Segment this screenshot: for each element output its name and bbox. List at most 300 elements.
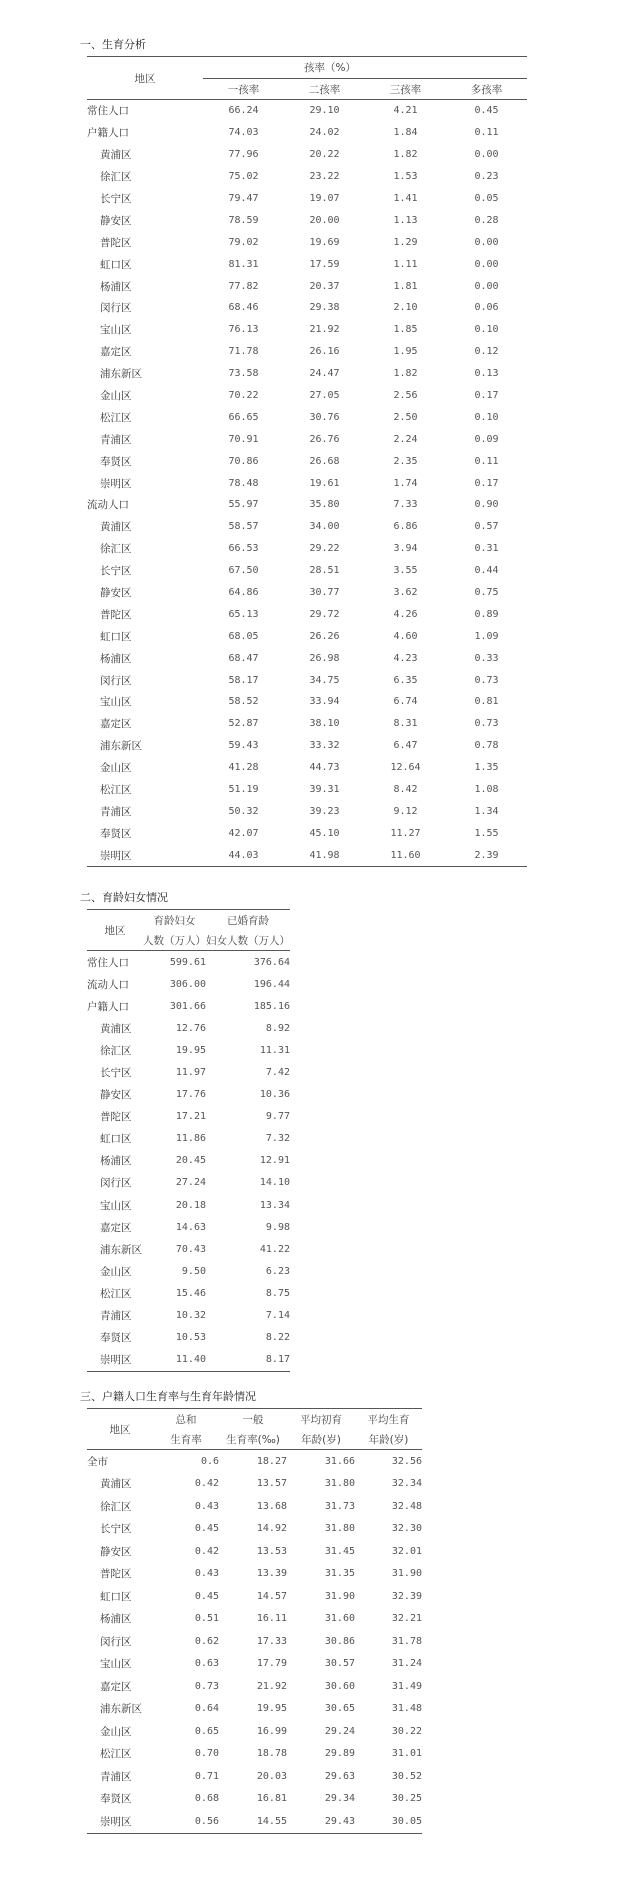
row-value: 31.48 (391, 1703, 422, 1715)
row-value: 14.92 (256, 1523, 287, 1535)
header-col-line1: 一般 (242, 1413, 264, 1426)
row-value: 34.75 (309, 674, 340, 686)
row-value: 0.06 (474, 302, 499, 314)
row-region-name: 宝山区 (100, 1658, 132, 1671)
row-value: 2.39 (474, 849, 499, 861)
row-value: 17.79 (256, 1658, 287, 1670)
row-region-name: 户籍人口 (87, 1000, 129, 1013)
row-value: 9.50 (181, 1265, 206, 1277)
row-value: 9.77 (265, 1111, 290, 1123)
table-row (87, 1788, 422, 1811)
header-col: 多孩率 (470, 83, 503, 96)
row-value: 19.07 (309, 193, 340, 204)
row-value: 35.80 (309, 499, 340, 511)
row-value: 30.05 (391, 1815, 422, 1827)
row-region-name: 流动人口 (87, 499, 129, 512)
table-row (87, 1743, 422, 1766)
header-col-line2: 人数（万人） (143, 934, 206, 947)
row-value: 0.00 (474, 280, 499, 292)
table-row (87, 516, 527, 538)
row-value: 3.55 (393, 565, 418, 577)
table-row (87, 209, 527, 231)
row-value: 31.60 (324, 1613, 355, 1625)
row-value: 1.82 (393, 149, 418, 161)
row-value: 58.57 (228, 521, 259, 533)
row-value: 41.98 (309, 849, 340, 861)
row-value: 0.73 (474, 674, 499, 686)
table-row (87, 1238, 290, 1260)
row-value: 12.76 (175, 1022, 206, 1034)
row-value: 30.60 (324, 1680, 355, 1692)
row-region-name: 宝山区 (100, 324, 132, 337)
table-row (87, 1608, 422, 1631)
row-region-name: 崇明区 (100, 1354, 132, 1367)
row-value: 0.17 (474, 390, 499, 402)
row-region-name: 金山区 (100, 762, 132, 775)
row-value: 0.78 (474, 740, 499, 752)
row-region-name: 嘉定区 (100, 346, 132, 359)
row-value: 3.94 (393, 543, 418, 555)
row-value: 13.68 (256, 1500, 287, 1512)
row-region-name: 宝山区 (100, 1199, 132, 1212)
row-region-name: 崇明区 (100, 1815, 132, 1828)
row-value: 30.86 (324, 1635, 355, 1647)
row-value: 39.31 (309, 784, 340, 796)
table-row (87, 1810, 422, 1833)
header-col-line1: 育龄妇女 (153, 914, 196, 927)
row-region-name: 静安区 (100, 214, 132, 227)
row-region-name: 闵行区 (100, 674, 132, 687)
table-row (87, 428, 527, 450)
row-value: 0.44 (474, 565, 499, 577)
row-value: 44.73 (309, 762, 340, 774)
row-value: 1.41 (393, 193, 418, 204)
table-row (87, 1450, 422, 1473)
row-value: 15.46 (175, 1287, 206, 1299)
row-value: 18.27 (256, 1455, 287, 1467)
row-region-name: 浦东新区 (100, 740, 142, 753)
row-value: 11.60 (390, 849, 421, 861)
row-value: 32.48 (391, 1500, 422, 1512)
table-row (87, 1061, 290, 1083)
row-value: 0.28 (474, 214, 499, 226)
row-value: 20.00 (309, 214, 340, 226)
row-value: 13.34 (259, 1199, 290, 1211)
row-value: 0.63 (194, 1658, 219, 1670)
row-value: 0.65 (194, 1725, 219, 1737)
row-value: 0.56 (194, 1815, 219, 1827)
row-value: 0.42 (194, 1478, 219, 1490)
row-region-name: 常住人口 (87, 956, 129, 969)
row-value: 0.64 (194, 1703, 219, 1715)
table-row (87, 1172, 290, 1194)
table-row (87, 122, 527, 144)
row-value: 30.52 (391, 1770, 422, 1782)
table-row (87, 1473, 422, 1496)
row-region-name: 松江区 (100, 1287, 132, 1300)
row-value: 6.86 (393, 521, 418, 533)
row-value: 73.58 (228, 368, 259, 380)
row-value: 1.84 (393, 127, 418, 139)
row-value: 4.23 (393, 652, 418, 664)
row-region-name: 松江区 (100, 411, 132, 424)
row-value: 26.98 (309, 652, 340, 664)
row-value: 10.53 (175, 1332, 206, 1344)
row-value: 33.32 (309, 740, 340, 752)
table-row (87, 363, 527, 385)
row-value: 1.35 (474, 762, 499, 774)
row-value: 27.05 (309, 390, 340, 402)
row-value: 0.43 (194, 1568, 219, 1580)
row-value: 67.50 (228, 565, 259, 577)
table-row (87, 1327, 290, 1349)
table-row (87, 560, 527, 582)
row-value: 45.10 (309, 827, 340, 839)
row-value: 70.43 (175, 1243, 206, 1255)
row-value: 185.16 (253, 1000, 290, 1012)
row-value: 30.77 (309, 587, 340, 599)
row-region-name: 静安区 (100, 587, 132, 600)
women-childbearing-age-table (87, 909, 290, 1372)
row-region-name: 长宁区 (100, 1523, 132, 1536)
row-value: 0.33 (474, 652, 499, 664)
row-value: 376.64 (253, 956, 290, 968)
table-row (87, 757, 527, 779)
section-title: 一、生育分析 (80, 38, 146, 51)
row-value: 0.09 (474, 433, 499, 445)
row-region-name: 松江区 (100, 1748, 132, 1761)
row-region-name: 虹口区 (100, 1133, 132, 1146)
row-region-name: 青浦区 (100, 1310, 132, 1323)
row-value: 31.80 (324, 1478, 355, 1490)
row-value: 64.86 (228, 587, 259, 599)
row-value: 66.65 (228, 411, 259, 423)
row-value: 59.43 (228, 740, 259, 752)
table-row (87, 1128, 290, 1150)
row-region-name: 黄浦区 (100, 521, 132, 534)
row-region-name: 青浦区 (100, 433, 132, 446)
table-row (87, 669, 527, 691)
row-value: 4.21 (393, 105, 418, 117)
table-row (87, 1765, 422, 1788)
row-value: 11.40 (175, 1354, 206, 1366)
row-value: 1.74 (393, 477, 418, 489)
row-value: 76.13 (228, 324, 259, 336)
row-value: 17.33 (256, 1635, 287, 1647)
table-row (87, 1675, 422, 1698)
row-value: 7.32 (265, 1133, 290, 1145)
row-value: 0.11 (474, 455, 499, 467)
row-value: 32.21 (391, 1613, 422, 1625)
row-value: 0.13 (474, 368, 499, 380)
row-value: 16.99 (256, 1725, 287, 1737)
row-value: 1.53 (393, 171, 418, 183)
row-value: 6.23 (265, 1265, 290, 1277)
row-value: 301.66 (169, 1000, 206, 1012)
row-value: 2.10 (393, 302, 418, 314)
row-value: 1.29 (393, 236, 418, 248)
header-col: 一孩率 (227, 83, 260, 96)
row-value: 1.13 (393, 214, 418, 226)
row-region-name: 金山区 (100, 1265, 132, 1278)
row-value: 0.23 (474, 171, 499, 183)
row-value: 42.07 (228, 827, 259, 839)
row-value: 18.78 (256, 1748, 287, 1760)
row-value: 77.82 (228, 280, 259, 292)
row-region-name: 普陀区 (100, 608, 132, 621)
row-value: 74.03 (228, 127, 259, 139)
row-value: 24.47 (309, 368, 340, 380)
row-value: 68.47 (228, 652, 259, 664)
row-value: 77.96 (228, 149, 259, 161)
table-row (87, 385, 527, 407)
row-value: 33.94 (309, 696, 340, 708)
row-value: 65.13 (228, 608, 259, 620)
registered-fertility-table (87, 1408, 422, 1834)
table-header-row (87, 910, 290, 931)
row-value: 29.10 (309, 105, 340, 117)
row-value: 29.72 (309, 608, 340, 620)
row-value: 68.05 (228, 630, 259, 642)
row-value: 30.57 (324, 1658, 355, 1670)
header-col-line2: 生育率 (170, 1433, 202, 1446)
row-value: 39.23 (309, 805, 340, 817)
table-row (87, 341, 527, 363)
row-value: 0.42 (194, 1545, 219, 1557)
table-row (87, 188, 527, 210)
row-value: 14.10 (259, 1177, 290, 1189)
row-value: 21.92 (256, 1680, 287, 1692)
row-value: 58.52 (228, 696, 259, 708)
row-region-name: 杨浦区 (100, 1155, 132, 1168)
row-region-name: 徐汇区 (100, 543, 132, 556)
row-value: 30.65 (324, 1703, 355, 1715)
row-region-name: 闵行区 (100, 302, 132, 315)
row-region-name: 徐汇区 (100, 171, 132, 184)
row-value: 0.45 (474, 105, 499, 117)
header-region: 地区 (87, 1409, 153, 1450)
row-value: 26.68 (309, 455, 340, 467)
row-region-name: 金山区 (100, 1725, 132, 1738)
table-row (87, 166, 527, 188)
table-row (87, 995, 290, 1017)
table-row (87, 951, 290, 974)
row-region-name: 虹口区 (100, 258, 132, 271)
row-region-name: 浦东新区 (100, 368, 142, 381)
row-value: 31.90 (391, 1568, 422, 1580)
row-value: 31.66 (324, 1455, 355, 1467)
table-row (87, 1698, 422, 1721)
row-region-name: 长宁区 (100, 193, 132, 205)
table-row (87, 1282, 290, 1304)
row-value: 29.89 (324, 1748, 355, 1760)
row-value: 306.00 (169, 978, 206, 990)
header-group: 孩率（%） (304, 62, 356, 74)
row-region-name: 静安区 (100, 1545, 132, 1558)
row-value: 78.59 (228, 214, 259, 226)
table-row (87, 1349, 290, 1372)
row-value: 17.76 (175, 1089, 206, 1101)
row-value: 31.01 (391, 1748, 422, 1760)
header-region: 地区 (87, 910, 143, 951)
row-value: 0.31 (474, 543, 499, 555)
row-value: 31.73 (324, 1500, 355, 1512)
row-value: 9.12 (393, 805, 418, 817)
row-value: 29.22 (309, 543, 340, 555)
table-row (87, 1630, 422, 1653)
table-row (87, 1194, 290, 1216)
row-value: 31.35 (324, 1568, 355, 1580)
row-value: 19.61 (309, 477, 340, 489)
table-header-row (87, 57, 527, 79)
row-region-name: 普陀区 (100, 1568, 132, 1581)
row-region-name: 户籍人口 (87, 127, 129, 140)
row-value: 7.33 (393, 499, 418, 511)
header-col: 二孩率 (308, 83, 341, 96)
section-title: 三、户籍人口生育率与生育年龄情况 (80, 1390, 256, 1403)
row-value: 1.55 (474, 827, 499, 839)
row-value: 1.95 (393, 346, 418, 358)
table-row (87, 253, 527, 275)
row-value: 29.63 (324, 1770, 355, 1782)
row-value: 16.81 (256, 1793, 287, 1805)
row-value: 14.63 (175, 1221, 206, 1233)
row-value: 1.82 (393, 368, 418, 380)
row-value: 7.42 (265, 1067, 290, 1079)
row-value: 75.02 (228, 171, 259, 183)
table-row (87, 1653, 422, 1676)
section-women-childbearing-age (80, 891, 290, 1372)
table-row (87, 713, 527, 735)
row-value: 0.81 (474, 696, 499, 708)
row-value: 70.91 (228, 433, 259, 445)
row-value: 26.16 (309, 346, 340, 358)
header-col: 三孩率 (389, 83, 422, 96)
row-value: 16.11 (256, 1613, 287, 1625)
row-value: 31.90 (324, 1590, 355, 1602)
header-col-line2: 年龄(岁) (368, 1433, 409, 1446)
row-value: 55.97 (228, 499, 259, 511)
row-region-name: 杨浦区 (100, 652, 132, 665)
row-value: 0.43 (194, 1500, 219, 1512)
row-region-name: 嘉定区 (100, 1221, 132, 1234)
header-col-line1: 平均初育 (300, 1413, 342, 1426)
row-region-name: 青浦区 (100, 805, 132, 818)
row-region-name: 奉贤区 (100, 827, 132, 840)
row-value: 599.61 (169, 956, 206, 968)
table-row (87, 450, 527, 472)
table-row (87, 1720, 422, 1743)
table-row (87, 1518, 422, 1541)
row-value: 0.89 (474, 608, 499, 620)
table-row (87, 647, 527, 669)
parity-rate-table (87, 56, 527, 867)
row-value: 31.24 (391, 1658, 422, 1670)
row-region-name: 流动人口 (87, 978, 129, 991)
row-value: 30.25 (391, 1793, 422, 1805)
table-row (87, 1585, 422, 1608)
table-row (87, 231, 527, 253)
row-value: 7.14 (265, 1310, 290, 1322)
row-region-name: 闵行区 (100, 1635, 132, 1648)
table-row (87, 603, 527, 625)
row-region-name: 黄浦区 (100, 1478, 132, 1491)
row-region-name: 杨浦区 (100, 280, 132, 293)
table-row (87, 1216, 290, 1238)
row-value: 70.86 (228, 455, 259, 467)
row-value: 11.86 (175, 1133, 206, 1145)
row-value: 31.78 (391, 1635, 422, 1647)
row-value: 196.44 (253, 978, 290, 990)
row-value: 26.76 (309, 433, 340, 445)
row-value: 0.75 (474, 587, 499, 599)
row-value: 19.69 (309, 236, 340, 248)
row-value: 0.17 (474, 477, 499, 489)
table-row (87, 319, 527, 341)
row-value: 17.59 (309, 258, 340, 270)
row-value: 28.51 (309, 565, 340, 577)
header-col-line2: 生育率(‰) (226, 1433, 280, 1446)
row-value: 10.32 (175, 1310, 206, 1322)
header-col-line2: 年龄(岁) (301, 1433, 341, 1446)
row-value: 29.43 (324, 1815, 355, 1827)
row-region-name: 徐汇区 (100, 1500, 132, 1513)
row-region-name: 普陀区 (100, 236, 132, 249)
row-region-name: 奉贤区 (100, 1793, 132, 1806)
row-region-name: 嘉定区 (100, 718, 132, 731)
table-row (87, 735, 527, 757)
table-row (87, 822, 527, 844)
row-region-name: 黄浦区 (100, 1022, 132, 1035)
row-value: 2.24 (393, 433, 418, 445)
row-value: 52.87 (228, 718, 259, 730)
row-value: 17.21 (175, 1111, 206, 1123)
row-value: 0.10 (474, 411, 499, 423)
row-value: 2.56 (393, 390, 418, 402)
row-value: 8.92 (265, 1022, 290, 1034)
row-value: 8.75 (265, 1287, 290, 1299)
row-value: 0.00 (474, 149, 499, 161)
row-value: 6.47 (393, 740, 418, 752)
row-region-name: 黄浦区 (100, 149, 132, 162)
row-value: 12.64 (390, 762, 421, 774)
row-value: 11.97 (175, 1067, 206, 1079)
row-value: 1.08 (474, 784, 499, 796)
row-value: 32.39 (391, 1590, 422, 1602)
row-value: 29.24 (324, 1725, 355, 1737)
row-value: 2.50 (393, 411, 418, 423)
row-region-name: 普陀区 (100, 1111, 132, 1124)
row-value: 0.00 (474, 236, 499, 248)
row-value: 29.38 (309, 302, 340, 314)
row-value: 19.95 (175, 1044, 206, 1056)
table-row (87, 1260, 290, 1282)
row-region-name: 杨浦区 (100, 1613, 132, 1626)
row-value: 8.22 (265, 1332, 290, 1344)
table-row (87, 1563, 422, 1586)
table-header-row (87, 1409, 422, 1430)
row-value: 68.46 (228, 302, 259, 314)
table-row (87, 582, 527, 604)
row-value: 32.34 (391, 1478, 422, 1490)
table-row (87, 144, 527, 166)
row-value: 66.53 (228, 543, 259, 555)
row-value: 41.28 (228, 762, 259, 774)
row-region-name: 虹口区 (100, 1590, 132, 1603)
row-value: 3.62 (393, 587, 418, 599)
row-value: 20.22 (309, 149, 340, 161)
row-region-name: 静安区 (100, 1089, 132, 1102)
